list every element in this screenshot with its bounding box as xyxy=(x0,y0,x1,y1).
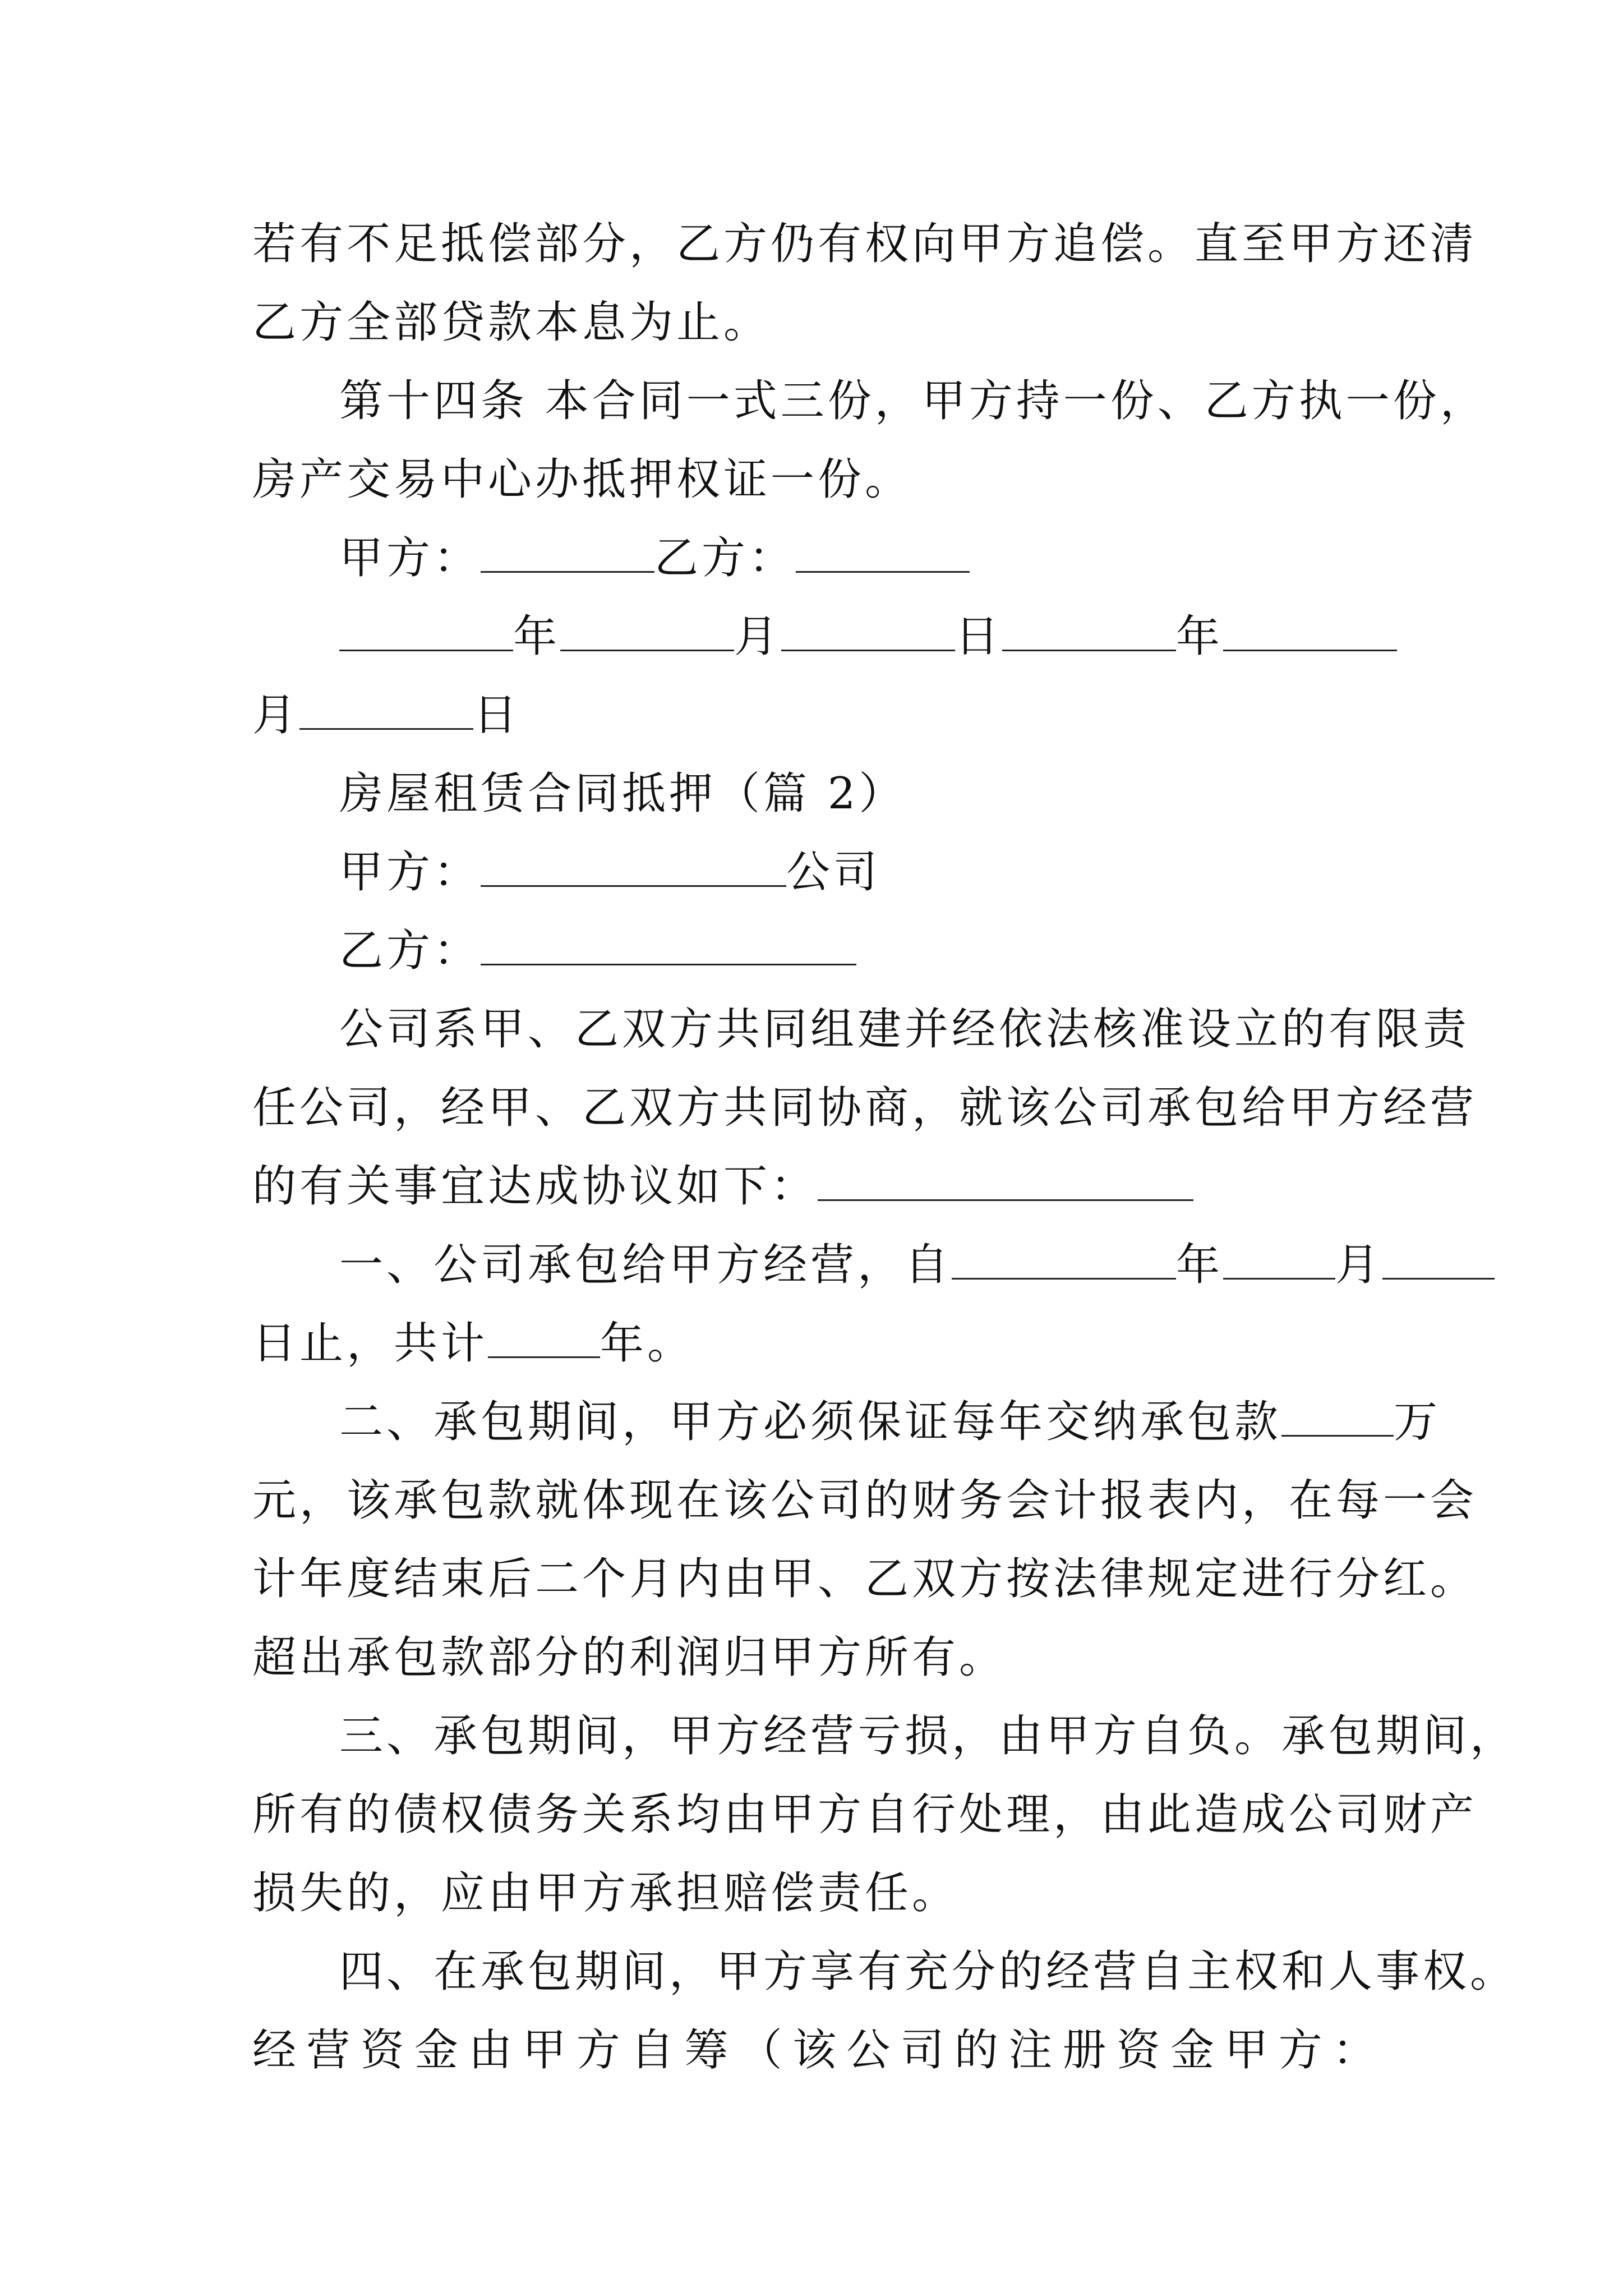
party-b-blank xyxy=(481,930,856,965)
paragraph-line: 超出承包款部分的利润归甲方所有。 xyxy=(252,1632,1007,1683)
day-blank xyxy=(781,616,955,651)
month-label: 月 xyxy=(252,690,300,740)
paragraph-line: 损失的，应由甲方承担赔偿责任。 xyxy=(252,1868,960,1918)
clause-1-line xyxy=(339,1226,1383,1304)
paragraph-line: 房产交易中心办抵押权证一份。 xyxy=(252,454,912,505)
paragraph-line: 若有不足抵偿部分，乙方仍有权向甲方追偿。直至甲方还清 xyxy=(252,219,1478,269)
clause-3-line: 三、承包期间，甲方经营亏损，由甲方自负。承包期间， xyxy=(339,1711,1518,1761)
amount-blank xyxy=(1281,1401,1394,1437)
signature-line xyxy=(339,519,1380,597)
day-label: 日 xyxy=(955,611,1003,662)
paragraph-line: 公司系甲、乙双方共同组建并经依法核准设立的有限责 xyxy=(339,1004,1470,1055)
paragraph-line: 元，该承包款就体现在该公司的财务会计报表内，在每一会 xyxy=(252,1475,1478,1526)
day-blank xyxy=(299,694,473,730)
month-blank xyxy=(1223,616,1397,651)
paragraph-line: 乙方全部贷款本息为止。 xyxy=(252,297,771,348)
paragraph-text: 的有关事宜达成协议如下： xyxy=(252,1161,818,1212)
clause-text: 一、公司承包给甲方经营，自 xyxy=(339,1240,952,1290)
day-blank xyxy=(1382,1244,1495,1280)
paragraph-line: 经营资金由甲方自筹（该公司的注册资金甲方： xyxy=(252,2025,1380,2076)
paragraph-line: 任公司，经甲、乙双方共同协商，就该公司承包给甲方经营 xyxy=(252,1083,1478,1133)
party-a-line xyxy=(339,833,1380,912)
party-a-label: 甲方： xyxy=(339,847,481,898)
clause-2-line xyxy=(339,1383,1441,1461)
years-blank xyxy=(488,1323,600,1358)
year-label: 年 xyxy=(1176,611,1224,662)
party-b-label: 乙方： xyxy=(339,926,481,976)
unit-label: 万 xyxy=(1394,1397,1441,1447)
day-label: 日 xyxy=(473,690,521,740)
month-blank xyxy=(1223,1244,1335,1280)
year-blank xyxy=(339,616,513,651)
month-blank xyxy=(560,616,734,651)
party-b-line xyxy=(339,912,1380,990)
month-label: 月 xyxy=(734,611,782,662)
clause-1-line xyxy=(252,1304,1380,1383)
party-b-blank xyxy=(796,537,970,573)
paragraph-line: 计年度结束后二个月内由甲、乙双方按法律规定进行分红。 xyxy=(252,1554,1478,1604)
clause-text: 二、承包期间，甲方必须保证每年交纳承包款 xyxy=(339,1397,1282,1447)
agreement-blank xyxy=(818,1166,1193,1201)
party-b-label: 乙方： xyxy=(654,533,796,583)
year-label: 年 xyxy=(513,611,561,662)
party-a-label: 甲方： xyxy=(339,533,481,583)
year-blank xyxy=(1002,616,1176,651)
party-a-blank xyxy=(481,852,786,887)
clause-text: 日止，共计 xyxy=(252,1318,488,1369)
party-a-blank xyxy=(481,537,654,573)
year-blank xyxy=(952,1244,1176,1280)
month-label: 月 xyxy=(1335,1240,1383,1290)
company-label: 公司 xyxy=(786,847,881,898)
section-title: 房屋租赁合同抵押（篇 2） xyxy=(339,769,906,819)
paragraph-line: 所有的债权债务关系均由甲方自行处理，由此造成公司财产 xyxy=(252,1789,1478,1840)
years-label: 年。 xyxy=(600,1318,695,1369)
date-line xyxy=(252,676,1380,754)
year-label: 年 xyxy=(1176,1240,1224,1290)
paragraph-line xyxy=(252,1147,1380,1226)
date-line xyxy=(339,597,1380,676)
clause-4-line: 四、在承包期间，甲方享有充分的经营自主权和人事权。 xyxy=(339,1947,1518,1997)
article-14-line: 第十四条 本合同一式三份，甲方持一份、乙方执一份， xyxy=(339,376,1487,426)
